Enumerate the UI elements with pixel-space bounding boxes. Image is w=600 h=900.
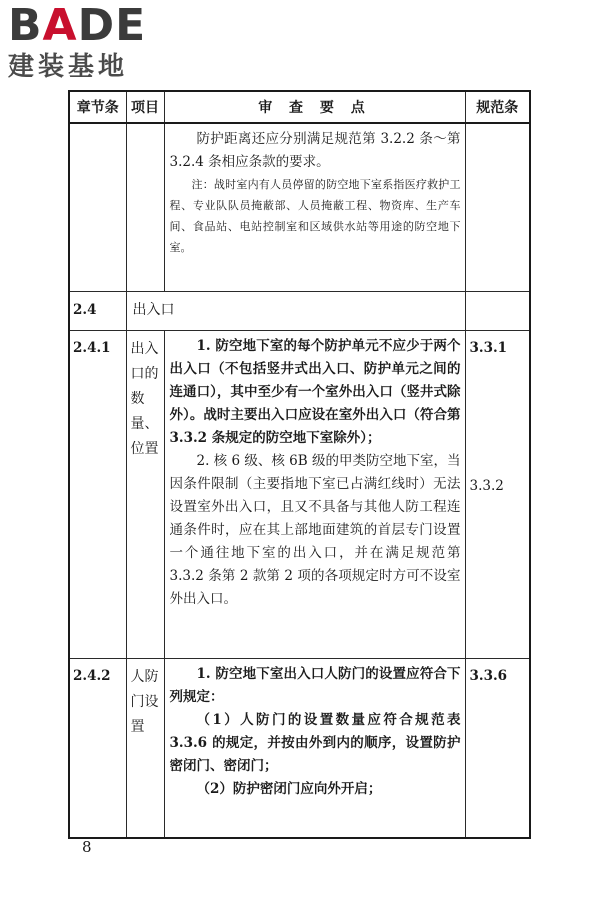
row0-text: 防护距离还应分别满足规范第 3.2.2 条～第 3.2.4 条相应条款的要求。 xyxy=(169,131,461,170)
review-table xyxy=(68,90,531,839)
section-number: 2.4 xyxy=(69,291,126,330)
row0-body xyxy=(164,123,465,291)
clause-para-1: 1. 防空地下室出入口人防门的设置应符合下列规定： xyxy=(169,665,461,705)
clause-number: 2.4.1 xyxy=(69,330,126,658)
clause-para-1: 1. 防空地下室的每个防护单元不应少于两个出入口（不包括竖井式出入口、防护单元之间的连通口），其中至少有一个室外出入口（竖井式除外）。战时主要出入口应设在室外出入口（符合第 3.3.2 条规定的防空地下室除外）； xyxy=(169,337,461,446)
spec-ref: 3.3.2 xyxy=(469,477,504,494)
clause-para-2: （1）人防门的设置数量应符合规范表 3.3.6 的规定，并按由外到内的顺序，设置防护密闭门、密闭门； xyxy=(169,711,461,774)
header-item: 项目 xyxy=(126,91,164,123)
bade-logo xyxy=(8,0,178,94)
page-number: 8 xyxy=(82,838,92,856)
table-row xyxy=(69,123,530,291)
logo-brand: BADE xyxy=(8,0,147,51)
table-row xyxy=(69,658,530,838)
clause-para-2: 2. 核 6 级、核 6B 级的甲类防空地下室，当因条件限制（主要指地下室已占满红线时）无法设置室外出入口，且又不具备与其他人防工程连通条件时，应在其上部地面建筑的首层专门设置一个通往地下室的出入口，并在满足规范第 3.3.2 条第 2 款第 2 项的各项规定时方可不设室外出入口。 xyxy=(169,452,461,607)
clause-item: 人防门设置 xyxy=(126,658,164,838)
clause-body xyxy=(164,658,465,838)
clause-para-3: （2）防护密闭门应向外开启； xyxy=(196,780,382,797)
logo-subtitle: 建装基地 xyxy=(8,52,129,82)
table-header-row xyxy=(69,91,530,123)
header-spec: 规范条 xyxy=(465,91,530,123)
section-row xyxy=(69,291,530,330)
row0-note: 注：战时室内有人员停留的防空地下室系指医疗救护工程、专业队队员掩蔽部、人员掩蔽工程、物资库、生产车间、食品站、电站控制室和区域供水站等用途的防空地下室。 xyxy=(169,178,461,254)
spec-ref: 3.3.1 xyxy=(469,339,508,356)
header-chapter: 章节条 xyxy=(69,91,126,123)
section-title: 出入口 xyxy=(126,291,465,330)
table-row xyxy=(69,330,530,658)
clause-item: 出入口的数量、位置 xyxy=(126,330,164,658)
header-review-points: 审 查 要 点 xyxy=(164,91,465,123)
clause-number: 2.4.2 xyxy=(69,658,126,838)
clause-refs xyxy=(465,330,530,658)
clause-body xyxy=(164,330,465,658)
spec-ref: 3.3.6 xyxy=(465,658,530,838)
